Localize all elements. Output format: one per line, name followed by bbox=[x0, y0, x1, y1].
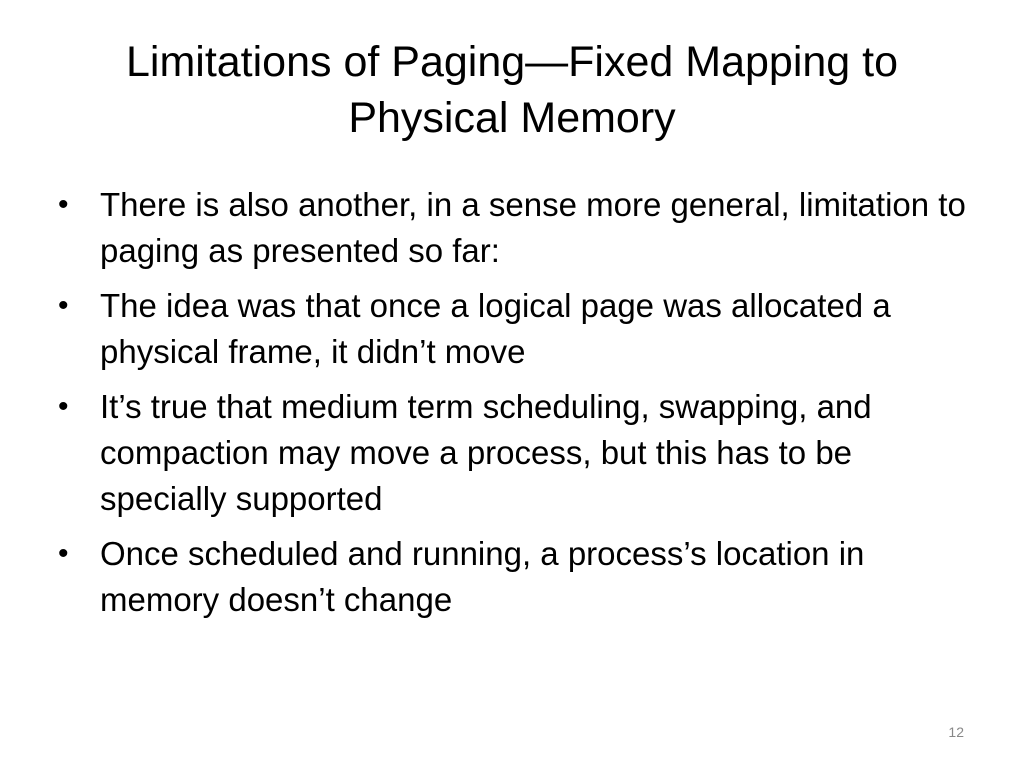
bullet-item bbox=[58, 283, 978, 375]
bullet-item bbox=[58, 182, 978, 274]
bullet-icon: • bbox=[58, 537, 69, 570]
bullet-item bbox=[58, 384, 978, 522]
bullet-item bbox=[58, 531, 978, 623]
bullet-text: There is also another, in a sense more general, limitation to paging as presented so far: bbox=[100, 186, 966, 269]
bullet-icon: • bbox=[58, 188, 69, 221]
bullet-text: The idea was that once a logical page was allocated a physical frame, it didn’t move bbox=[100, 287, 891, 370]
slide-title: Limitations of Paging—Fixed Mapping to Physical Memory bbox=[125, 38, 899, 142]
bullet-text: Once scheduled and running, a process’s location in memory doesn’t change bbox=[100, 535, 865, 618]
bullet-list bbox=[58, 182, 978, 632]
bullet-text: It’s true that medium term scheduling, swapping, and compaction may move a process, but this has to be specially supported bbox=[100, 388, 872, 517]
bullet-icon: • bbox=[58, 390, 69, 423]
bullet-icon: • bbox=[58, 289, 69, 322]
page-number: 12 bbox=[948, 724, 964, 740]
